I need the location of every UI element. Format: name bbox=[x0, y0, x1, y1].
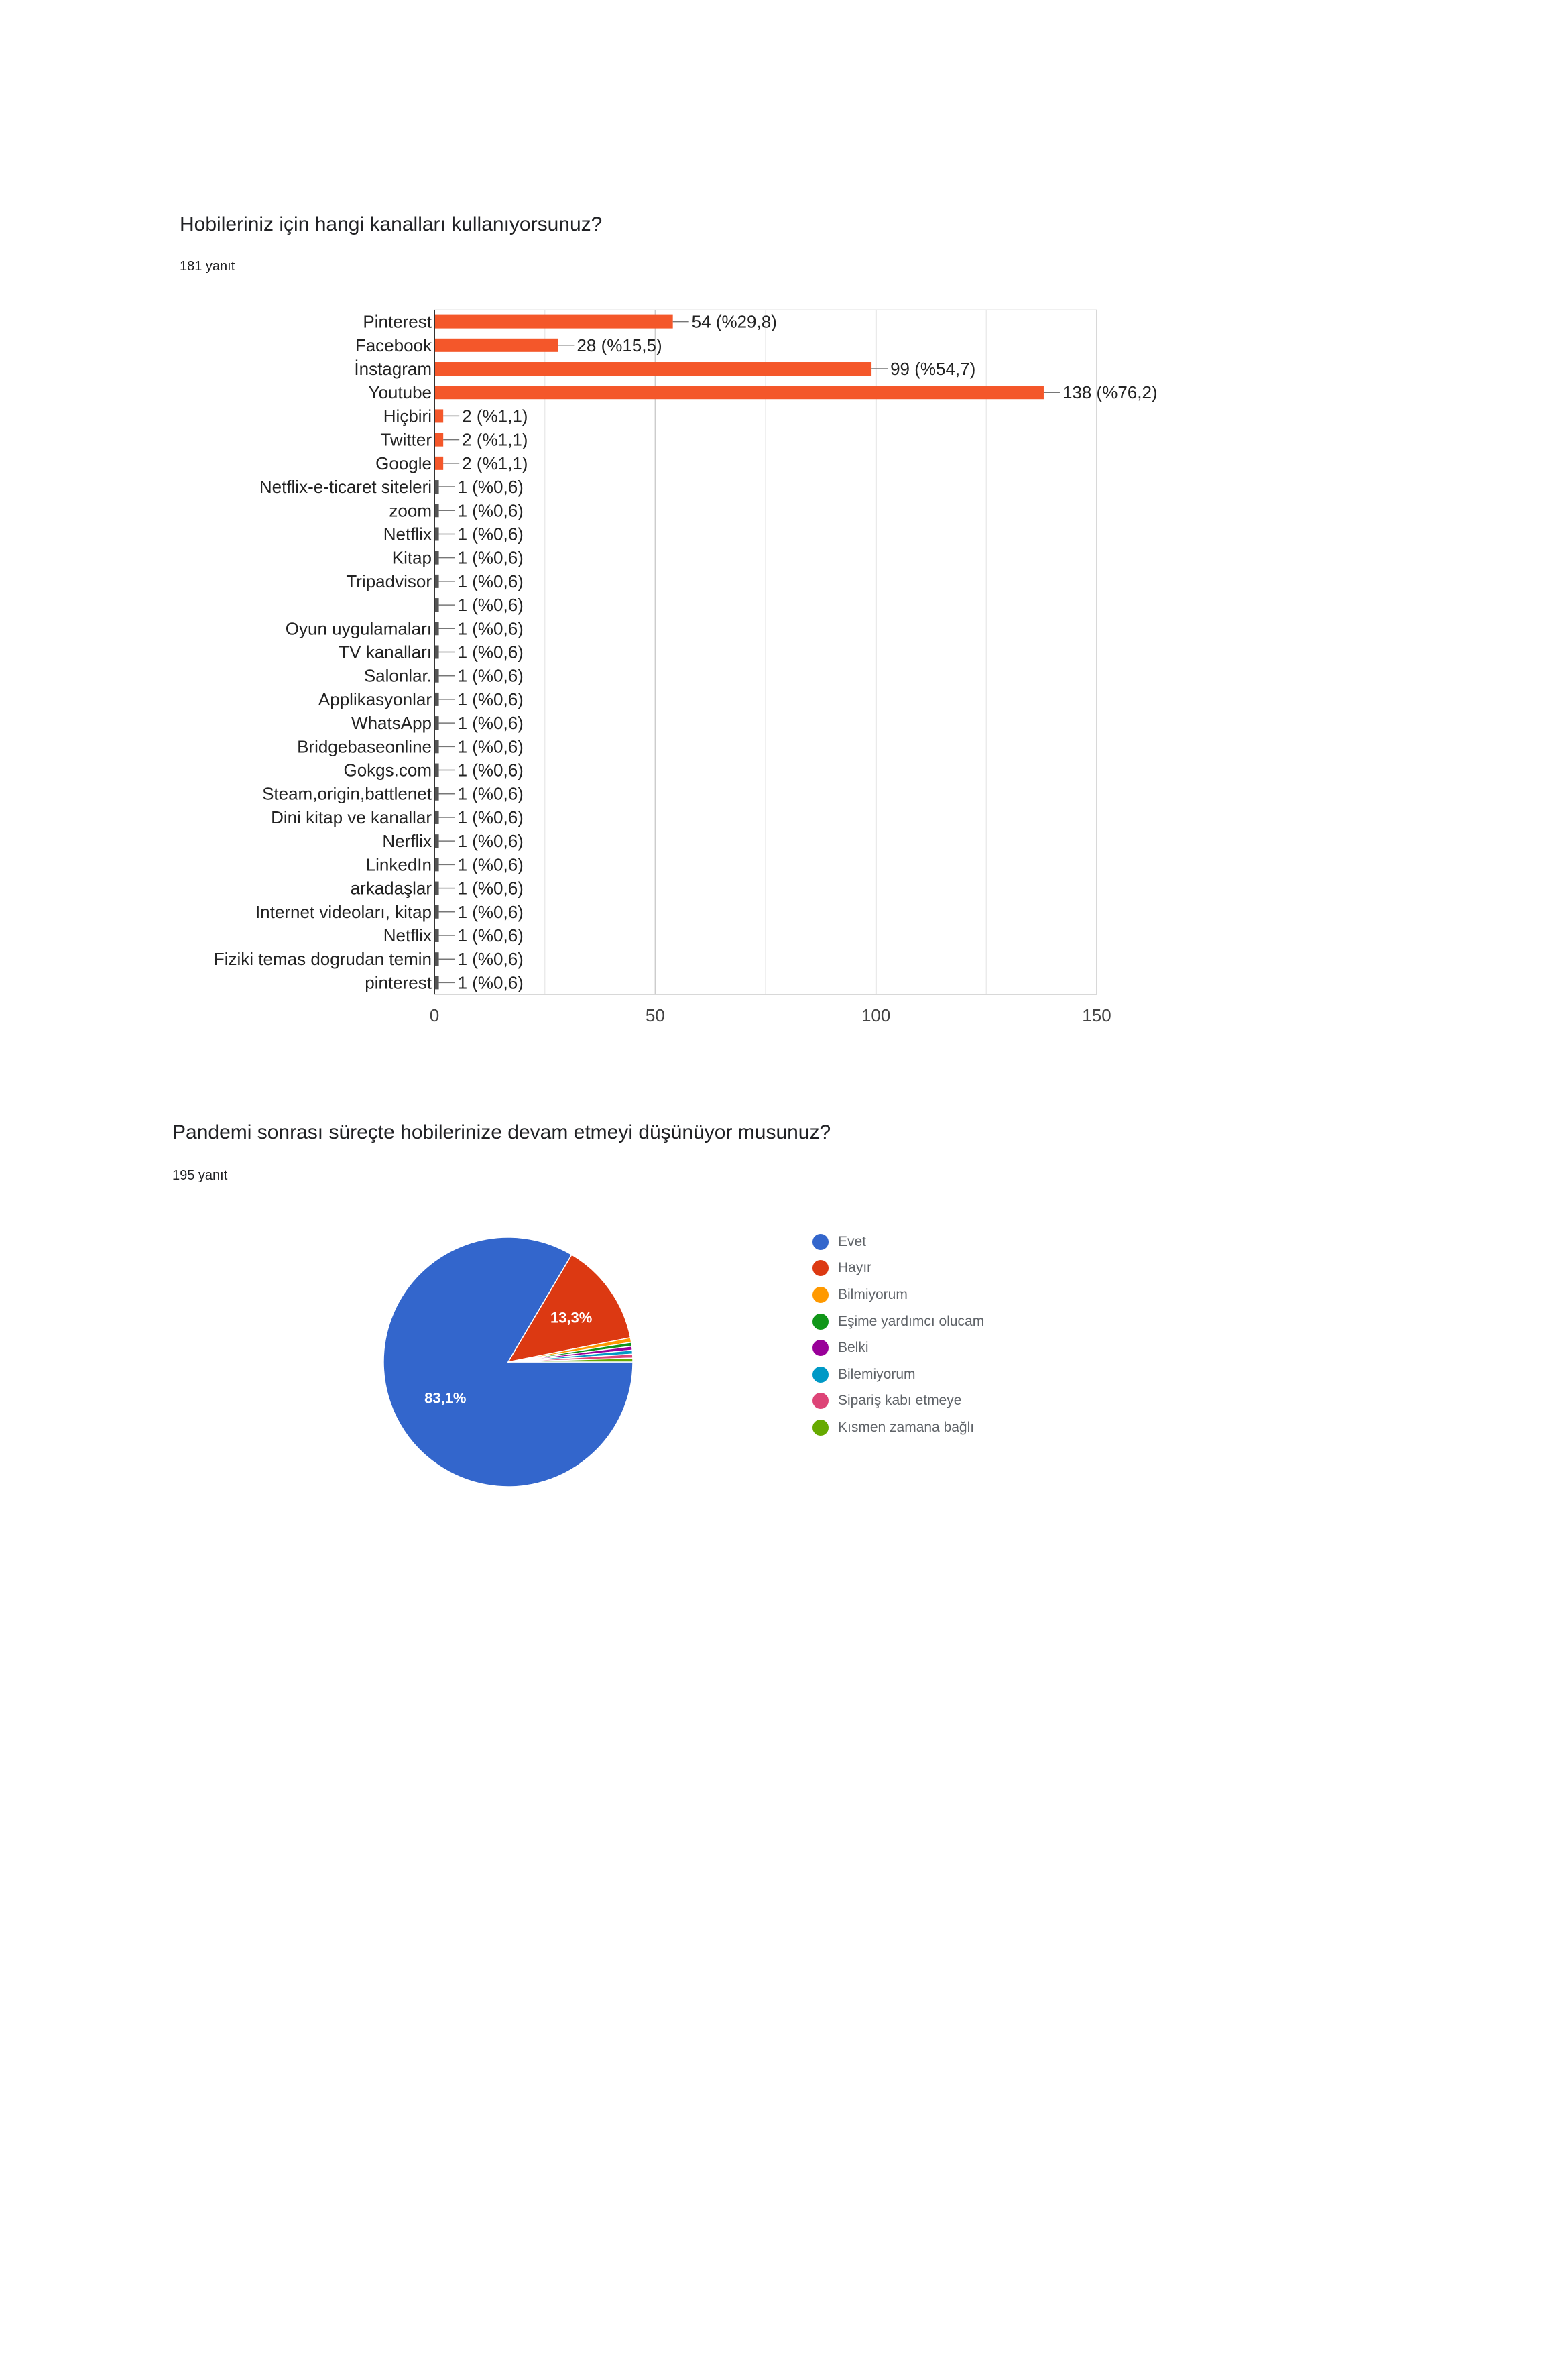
data-label: 1 (%0,6) bbox=[457, 831, 524, 852]
legend-label: Bilmiyorum bbox=[838, 1286, 908, 1302]
data-label: 1 (%0,6) bbox=[457, 736, 524, 757]
category-label: Internet videoları, kitap bbox=[255, 901, 432, 922]
legend-label: Bilemiyorum bbox=[838, 1366, 916, 1382]
question-2-response-count: 195 yanıt bbox=[172, 1168, 228, 1183]
category-label: Dini kitap ve kanallar bbox=[271, 807, 432, 827]
category-label: Youtube bbox=[368, 382, 432, 403]
category-label: Bridgebaseonline bbox=[297, 736, 432, 757]
pie-legend bbox=[812, 1228, 984, 1441]
category-label: Tripadvisor bbox=[346, 571, 432, 591]
data-label: 28 (%15,5) bbox=[577, 335, 662, 355]
legend-swatch bbox=[812, 1393, 829, 1409]
category-label: Nerflix bbox=[382, 831, 432, 852]
legend-label: Eşime yardımcı olucam bbox=[838, 1313, 985, 1329]
category-label: Salonlar. bbox=[363, 665, 432, 686]
data-label: 1 (%0,6) bbox=[457, 595, 524, 616]
data-label: 54 (%29,8) bbox=[691, 311, 777, 332]
data-label: 2 (%1,1) bbox=[462, 429, 528, 450]
data-label: 99 (%54,7) bbox=[890, 359, 976, 380]
category-label: Pinterest bbox=[363, 311, 432, 332]
legend-item bbox=[812, 1228, 984, 1255]
data-label: 1 (%0,6) bbox=[457, 854, 524, 875]
category-label: Gokgs.com bbox=[343, 760, 432, 781]
data-label: 1 (%0,6) bbox=[457, 878, 524, 899]
legend-label: Sipariş kabı etmeye bbox=[838, 1393, 962, 1409]
category-label: Netflix bbox=[383, 524, 432, 544]
data-label: 1 (%0,6) bbox=[457, 783, 524, 804]
category-label: İnstagram bbox=[354, 359, 432, 380]
data-label: 2 (%1,1) bbox=[462, 406, 528, 426]
data-label: 1 (%0,6) bbox=[457, 500, 524, 521]
legend-label: Belki bbox=[838, 1340, 869, 1356]
pie-slice-label: 13,3% bbox=[550, 1309, 593, 1326]
data-label: 1 (%0,6) bbox=[457, 618, 524, 639]
data-label: 1 (%0,6) bbox=[457, 807, 524, 827]
data-label: 138 (%76,2) bbox=[1062, 382, 1158, 403]
category-label: Applikasyonlar bbox=[318, 689, 432, 709]
data-label: 1 (%0,6) bbox=[457, 642, 524, 663]
category-label: Fiziki temas dogrudan temin bbox=[213, 949, 432, 970]
data-label: 1 (%0,6) bbox=[457, 949, 524, 970]
data-label: 1 (%0,6) bbox=[457, 689, 524, 709]
legend-swatch bbox=[812, 1260, 829, 1276]
question-1-title: Hobileriniz için hangi kanalları kullanıyorsunuz? bbox=[180, 213, 603, 235]
legend-label: Kısmen zamana bağlı bbox=[838, 1419, 975, 1435]
x-tick-label: 100 bbox=[861, 1005, 891, 1025]
legend-item bbox=[812, 1414, 984, 1441]
category-label: Facebook bbox=[355, 335, 432, 355]
data-label: 1 (%0,6) bbox=[457, 925, 524, 945]
legend-swatch bbox=[812, 1314, 829, 1330]
legend-swatch bbox=[812, 1340, 829, 1356]
category-label: TV kanalları bbox=[339, 642, 432, 663]
data-label: 1 (%0,6) bbox=[457, 901, 524, 922]
legend-item bbox=[812, 1281, 984, 1308]
legend-item bbox=[812, 1388, 984, 1415]
category-label: Hiçbiri bbox=[383, 406, 432, 426]
legend-label: Hayır bbox=[838, 1260, 872, 1276]
data-label: 1 (%0,6) bbox=[457, 547, 524, 568]
data-label: 1 (%0,6) bbox=[457, 524, 524, 544]
legend-swatch bbox=[812, 1420, 829, 1436]
category-label: LinkedIn bbox=[365, 854, 432, 875]
category-label: WhatsApp bbox=[351, 713, 432, 734]
category-label: arkadaşlar bbox=[350, 878, 432, 899]
category-label: Oyun uygulamaları bbox=[285, 618, 432, 639]
category-label: zoom bbox=[389, 500, 432, 521]
data-label: 1 (%0,6) bbox=[457, 665, 524, 686]
category-label: Netflix bbox=[383, 925, 432, 945]
question-2-title: Pandemi sonrası süreçte hobilerinize devam etmeyi düşünüyor musunuz? bbox=[172, 1121, 831, 1143]
category-label: Steam,origin,battlenet bbox=[262, 783, 432, 804]
data-label: 1 (%0,6) bbox=[457, 477, 524, 498]
category-label: Netflix-e-ticaret siteleri bbox=[259, 477, 432, 498]
data-label: 1 (%0,6) bbox=[457, 571, 524, 591]
x-tick-label: 50 bbox=[645, 1005, 665, 1025]
data-label: 1 (%0,6) bbox=[457, 713, 524, 734]
pie-slice-label: 83,1% bbox=[424, 1389, 467, 1407]
legend-swatch bbox=[812, 1367, 829, 1383]
legend-item bbox=[812, 1255, 984, 1282]
x-tick-label: 0 bbox=[429, 1005, 440, 1025]
category-label: Kitap bbox=[391, 547, 432, 568]
data-label: 1 (%0,6) bbox=[457, 760, 524, 781]
legend-item bbox=[812, 1308, 984, 1335]
category-label: Google bbox=[375, 453, 432, 473]
question-1-response-count: 181 yanıt bbox=[180, 259, 235, 274]
legend-label: Evet bbox=[838, 1233, 867, 1249]
legend-swatch bbox=[812, 1234, 829, 1250]
category-label: pinterest bbox=[365, 972, 432, 993]
legend-swatch bbox=[812, 1287, 829, 1303]
data-label: 1 (%0,6) bbox=[457, 972, 524, 993]
legend-item bbox=[812, 1361, 984, 1388]
category-label: Twitter bbox=[380, 429, 432, 450]
data-label: 2 (%1,1) bbox=[462, 453, 528, 473]
legend-item bbox=[812, 1334, 984, 1361]
x-tick-label: 150 bbox=[1082, 1005, 1111, 1025]
